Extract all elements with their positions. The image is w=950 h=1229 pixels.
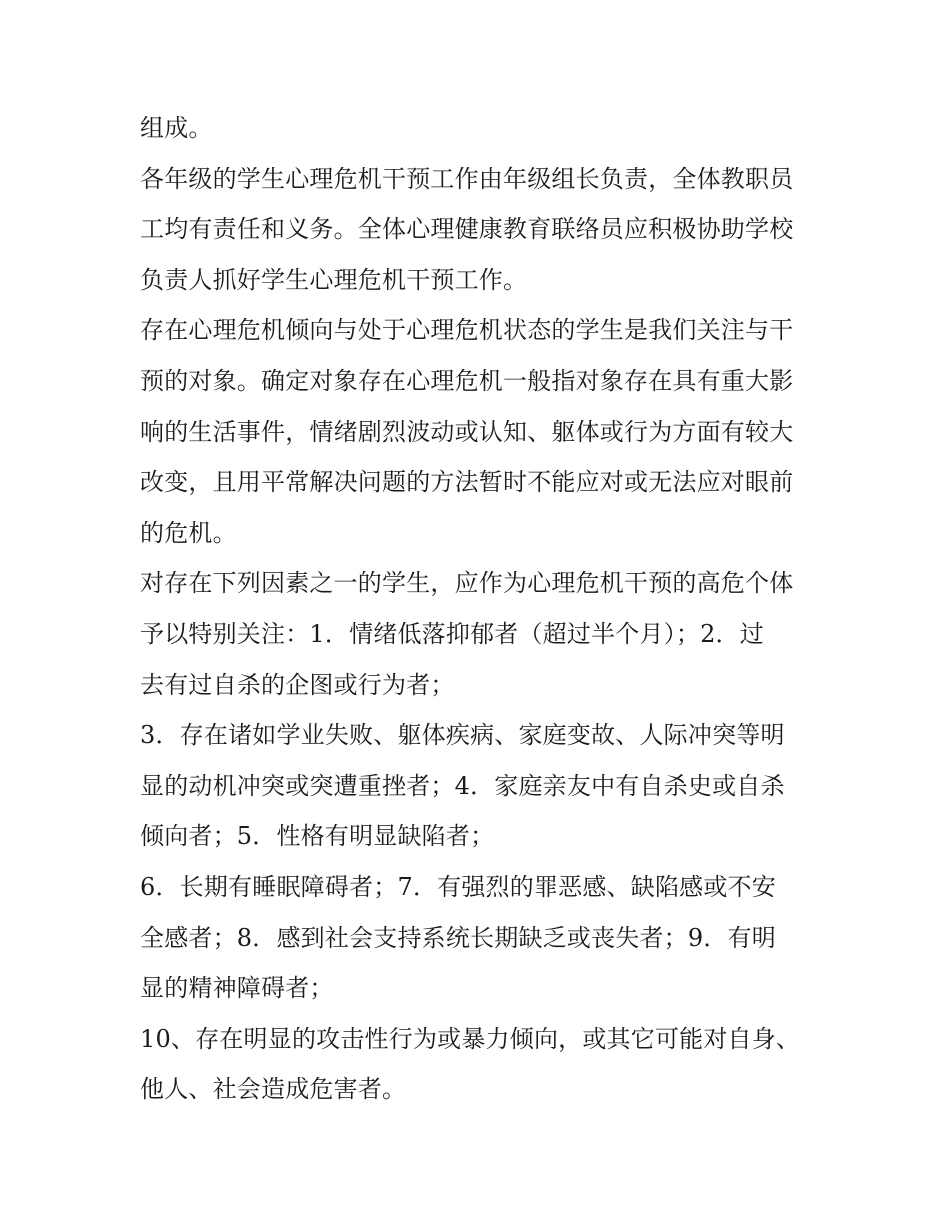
- paragraph-7: [140, 1014, 820, 1115]
- text-line: 预的对象。确定对象存在心理危机一般指对象存在具有重大影: [140, 366, 794, 395]
- text-line: 的危机。: [140, 518, 237, 547]
- text-line: 组成。: [140, 114, 213, 142]
- text-line: 显的动机冲突或突遭重挫者；4．家庭亲友中有自杀史或自杀: [140, 771, 785, 800]
- text-line: 负责人抓好学生心理危机干预工作。: [140, 265, 528, 294]
- paragraph-6: [140, 862, 820, 1014]
- paragraph-3: [140, 305, 820, 558]
- text-line: 各年级的学生心理危机干预工作由年级组长负责，全体教职员: [140, 164, 794, 193]
- text-line: 改变，且用平常解决问题的方法暂时不能应对或无法应对眼前: [140, 468, 794, 497]
- text-line: 去有过自杀的企图或行为者；: [140, 670, 455, 699]
- text-line: 响的生活事件，情绪剧烈波动或认知、躯体或行为方面有较大: [140, 417, 794, 446]
- document-body: [140, 103, 820, 1115]
- text-line: 6．长期有睡眠障碍者；7．有强烈的罪恶感、缺陷感或不安: [140, 872, 776, 901]
- text-line: 10、存在明显的攻击性行为或暴力倾向，或其它可能对自身、: [140, 1024, 801, 1053]
- paragraph-2: [140, 154, 820, 306]
- text-line: 倾向者；5．性格有明显缺陷者；: [140, 822, 495, 851]
- text-line: 3．存在诸如学业失败、躯体疾病、家庭变故、人际冲突等明: [140, 721, 785, 750]
- text-line: 存在心理危机倾向与处于心理危机状态的学生是我们关注与干: [140, 316, 794, 345]
- text-line: 对存在下列因素之一的学生，应作为心理危机干预的高危个体: [140, 569, 794, 598]
- text-line: 全感者；8．感到社会支持系统长期缺乏或丧失者；9．有明: [140, 923, 776, 952]
- text-line: 他人、社会造成危害者。: [140, 1075, 407, 1104]
- paragraph-5: [140, 710, 820, 862]
- text-line: 显的精神障碍者；: [140, 974, 334, 1003]
- text-line: 工均有责任和义务。全体心理健康教育联络员应积极协助学校: [140, 215, 794, 244]
- paragraph-1: [140, 103, 820, 154]
- text-line: 予以特别关注：1．情绪低落抑郁者（超过半个月）；2．过: [140, 619, 764, 648]
- paragraph-4: [140, 558, 820, 710]
